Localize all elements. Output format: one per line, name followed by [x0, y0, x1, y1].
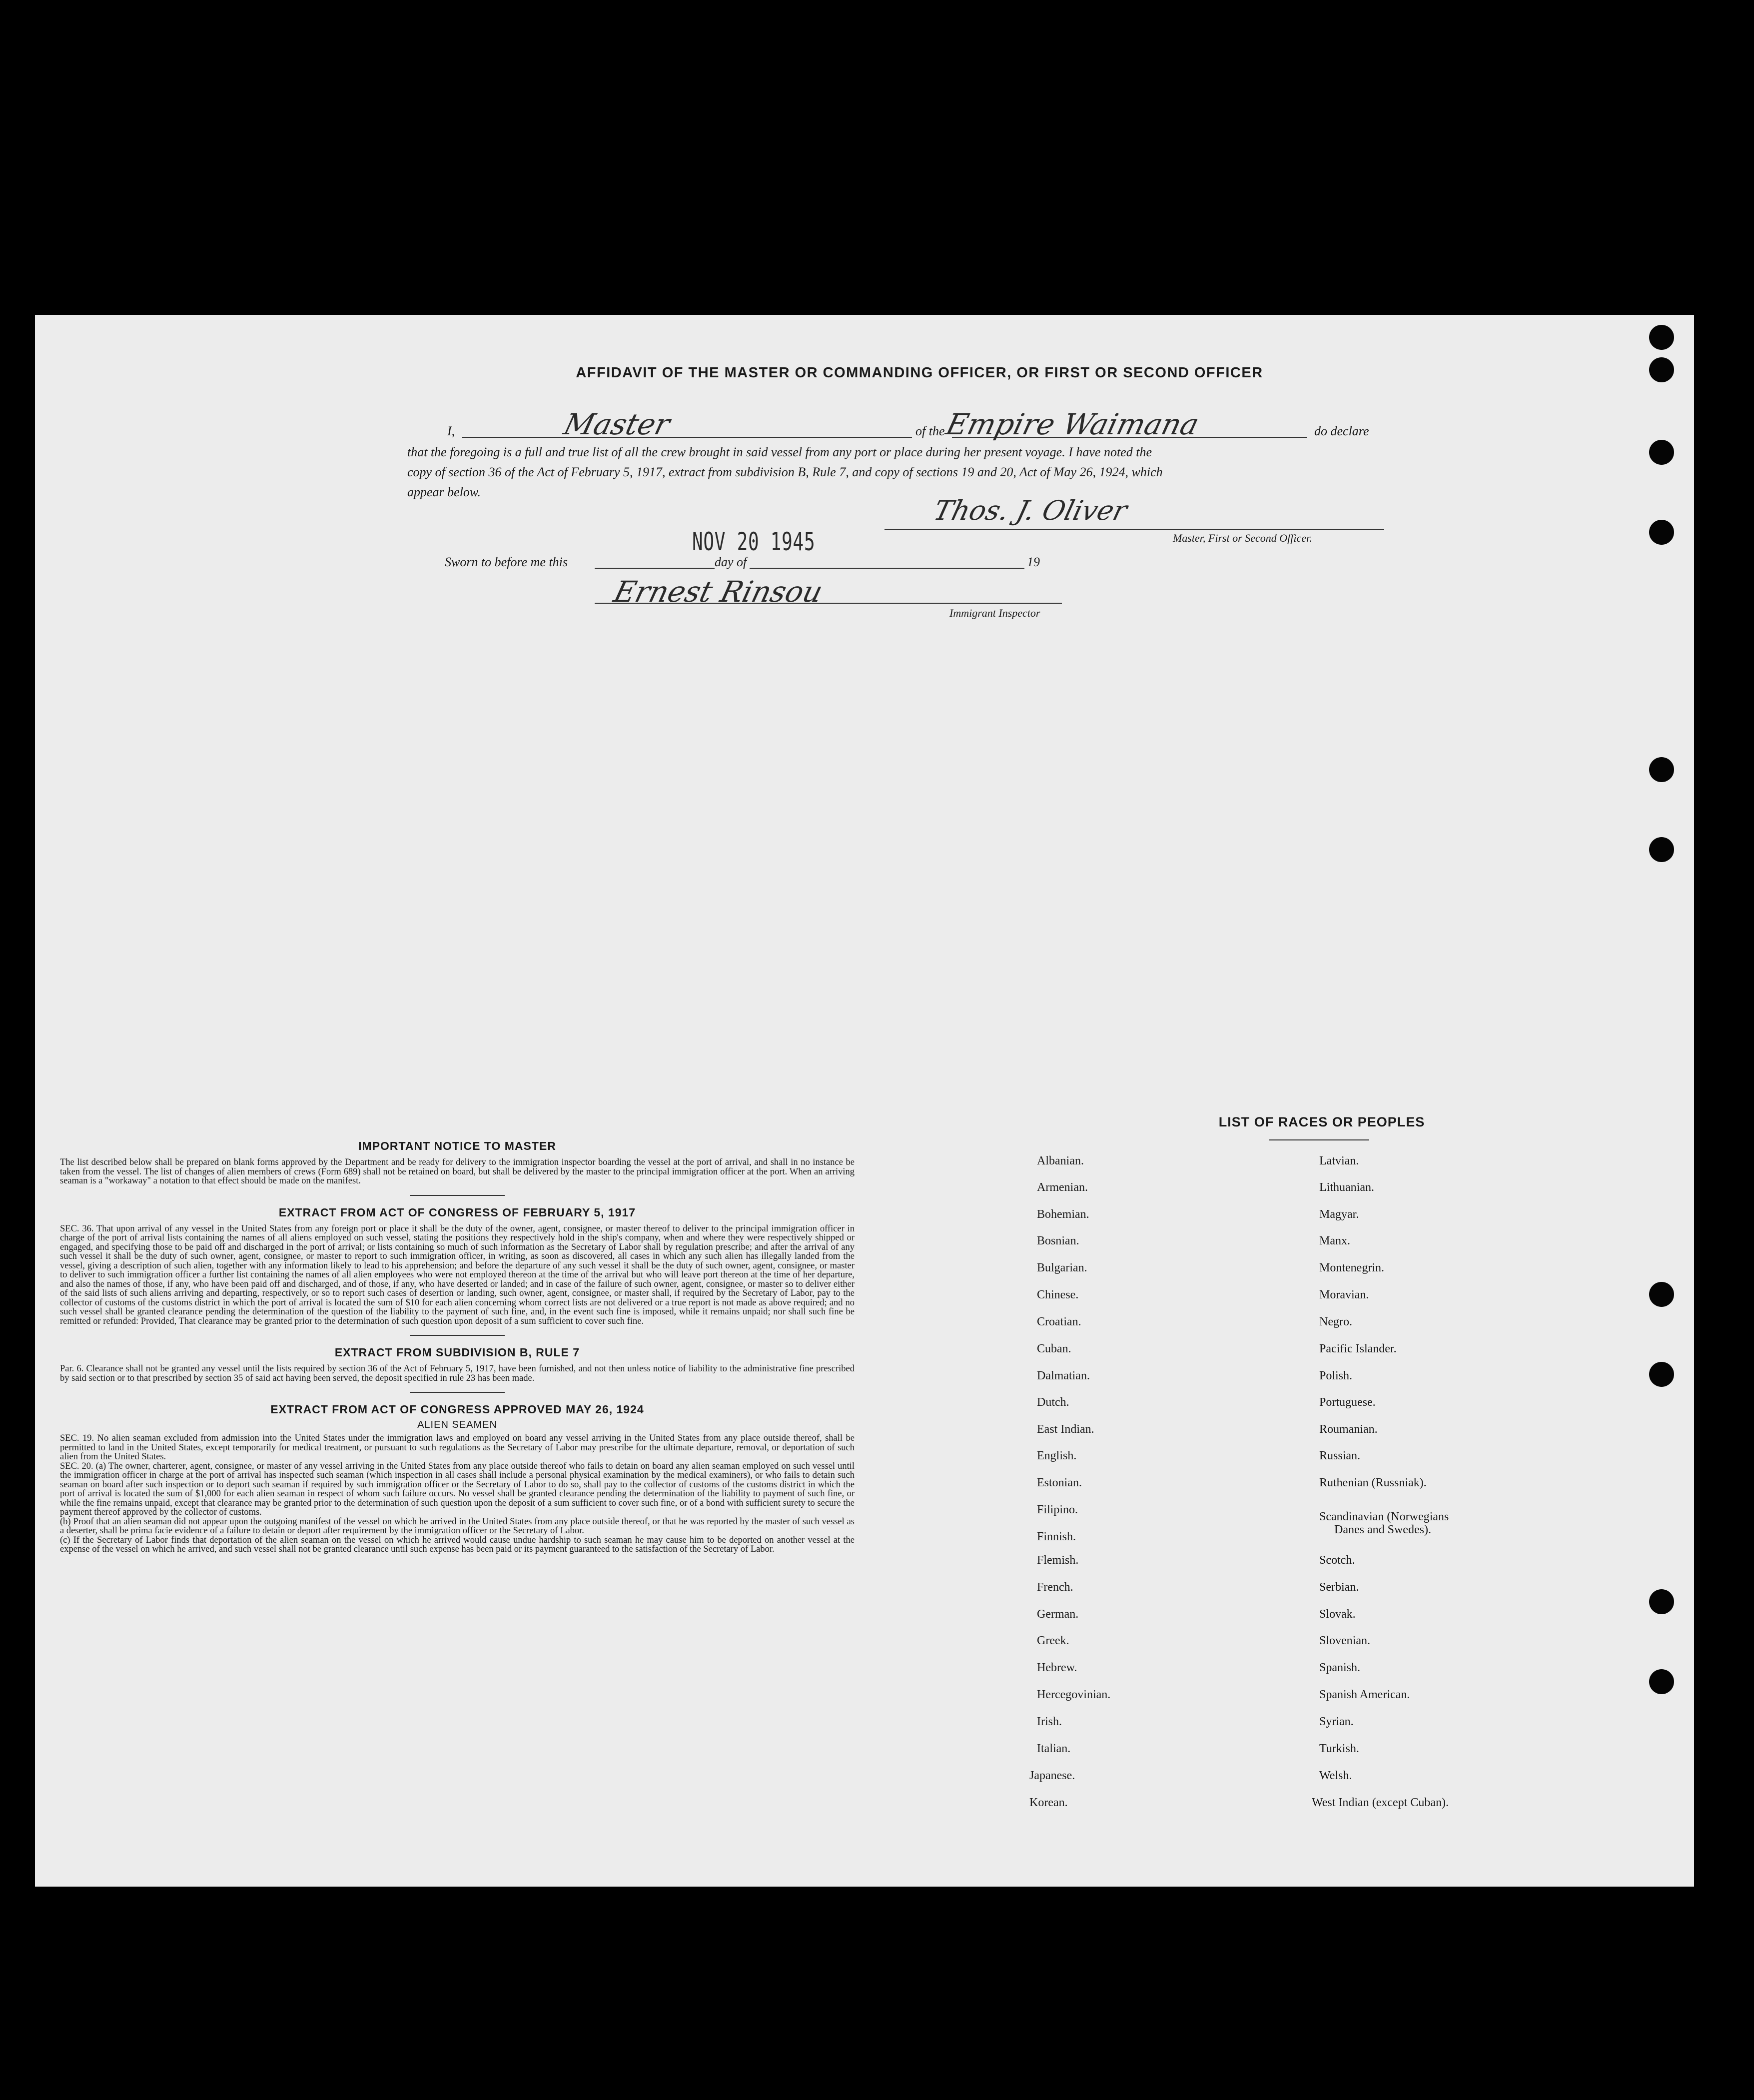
divider [1269, 1139, 1369, 1140]
act-1924-subheading: ALIEN SEAMEN [417, 1419, 497, 1430]
do-declare-label: do declare [1314, 424, 1369, 438]
act-1924-heading: EXTRACT FROM ACT OF CONGRESS APPROVED MAY 26, 1924 [270, 1403, 644, 1416]
race-item: Latvian. [1319, 1154, 1359, 1167]
race-item: Estonian. [1037, 1476, 1082, 1489]
race-item: Manx. [1319, 1234, 1350, 1247]
i-label: I, [447, 424, 455, 438]
rule-7-text: Par. 6. Clearance shall not be granted any vessel until the lists required by section 36 of the Act of February 5, 1917, have been furnished, and not then unless notice of liability to the administrative fine prescribed by said section or to that prescribed by section 35 of said act having been served, the deposit specified in rule 23 has been made. [60, 1364, 855, 1383]
affidavit-line-2: that the foregoing is a full and true list of all the crew brought in said vessel from any port or place during her present voyage. I have noted the [407, 445, 1152, 459]
sworn-month-line [750, 568, 1024, 569]
race-item: Moravian. [1319, 1288, 1369, 1301]
race-item: Dalmatian. [1037, 1369, 1090, 1382]
sworn-day-line [595, 568, 715, 569]
race-item: Roumanian. [1319, 1423, 1378, 1436]
legal-notices [60, 1139, 855, 1554]
race-item: Polish. [1319, 1369, 1353, 1382]
punch-hole [1649, 1669, 1674, 1694]
race-item: Japanese. [1029, 1769, 1075, 1782]
race-item: Spanish American. [1319, 1688, 1410, 1701]
race-item: Italian. [1037, 1742, 1071, 1755]
form-page [35, 315, 1694, 1887]
race-item: West Indian (except Cuban). [1312, 1796, 1449, 1809]
race-item: East Indian. [1037, 1423, 1094, 1436]
punch-hole [1649, 1282, 1674, 1307]
race-item: Flemish. [1037, 1554, 1079, 1567]
race-item: Montenegrin. [1319, 1261, 1384, 1274]
race-item: Spanish. [1319, 1661, 1361, 1674]
race-item: Armenian. [1037, 1181, 1088, 1194]
race-item: Ruthenian (Russniak). [1319, 1476, 1427, 1489]
affidavit-line-3: copy of section 36 of the Act of February 5, 1917, extract from subdivision B, Rule 7, and copy of sections 19 and 20, Act of May 26, 1924, which [407, 465, 1163, 479]
act-1917-text: SEC. 36. That upon arrival of any vessel in the United States from any foreign port or place it shall be the duty of the owner, agent, consignee, or master thereof to deliver to the principal immigration officer in charge of the port of arrival lists containing the names of all aliens employed on such vessel, stating the positions they respectively hold in the ship's company, when and where they were respectively shipped or engaged, and specifying those to be paid off and discharged in the port of arrival; or lists containing so much of such information as the Secretary of Labor shall by regulation prescribe; and after the arrival of any such vessel it shall be the duty of such owner, agent, consignee, or master to report to such immigration officer, in writing, as soon as discovered, all cases in which any such alien has illegally landed from the vessel, giving a description of such alien, together with any information likely to lead to his apprehension; and before the departure of any such vessel it shall be the duty of such owner, agent, consignee, or master to deliver to such immigration officer a further list containing the names of all alien employees who were not employed thereon at the time of the arrival but who will leave port thereon at the time of her departure, and also the names of those, if any, who have been paid off and discharged, and of those, if any, who have deserted or landed; and in case of the failure of such owner, agent, consignee, or master so to deliver either of the said lists of such aliens arriving and departing, respectively, or so to report such cases of desertion or landing, such owner, agent, consignee, or master shall, if required by the Secretary of Labor, pay to the collector of customs of the customs district in which the port of arrival is located the sum of $10 for each alien concerning whom correct lists are not delivered or a true report is not made as above required; and no such vessel shall be granted clearance pending the determination of the question of the liability to the payment of such fine, and, in the event such fine is imposed, while it remains unpaid; nor shall such fine be remitted or refunded: Provided, That clearance may be granted prior to the determination of such question upon deposit of a sum sufficient to cover such fine. [60, 1223, 855, 1326]
master-handwritten: Master [560, 407, 674, 441]
affidavit-line-4: appear below. [407, 485, 481, 499]
race-item: Chinese. [1037, 1288, 1079, 1301]
race-item: Finnish. [1037, 1530, 1076, 1543]
day-of-label: day of [715, 555, 747, 569]
race-item: English. [1037, 1449, 1077, 1462]
sworn-label: Sworn to before me this [445, 555, 568, 569]
punch-hole [1649, 325, 1674, 350]
race-item: Scandinavian (Norwegians [1319, 1510, 1449, 1523]
affidavit-title: AFFIDAVIT OF THE MASTER OR COMMANDING OFFICER, OR FIRST OR SECOND OFFICER [576, 365, 1263, 381]
race-item: Scotch. [1319, 1554, 1355, 1567]
vessel-handwritten: Empire Waimana [942, 407, 1203, 441]
race-item: Turkish. [1319, 1742, 1359, 1755]
sec-20c-text: (c) If the Secretary of Labor finds that deportation of the alien seaman on the vessel on which he arrived would cause undue hardship to such seaman he may cause him to be deported on another vessel at the expense of the vessel on which he arrived, and such vessel shall not be granted clearance until such expense has been paid or its payment guaranteed to the satisfaction of the Secretary of Labor. [60, 1535, 855, 1554]
notice-heading: IMPORTANT NOTICE TO MASTER [358, 1139, 556, 1152]
races-title: LIST OF RACES OR PEOPLES [1218, 1114, 1425, 1129]
divider [410, 1195, 505, 1196]
punch-hole [1649, 440, 1674, 465]
year-prefix: 19 [1027, 555, 1040, 569]
race-item: Filipino. [1037, 1503, 1078, 1516]
race-item: Albanian. [1037, 1154, 1084, 1167]
inspector-line [595, 603, 1062, 604]
race-item: Russian. [1319, 1449, 1361, 1462]
race-item: Bohemian. [1037, 1208, 1089, 1221]
punch-hole [1649, 757, 1674, 782]
sec-20a-text: SEC. 20. (a) The owner, charterer, agent, consignee, or master of any vessel arriving in the United States from any place outside thereof who fails to detain on board any alien seaman employed on such vessel until the immigration officer in charge at the port of arrival has inspected such seaman (which inspection in all cases shall include a personal physical examination by the medical examiners), or who fails to detain such seaman on board after such inspection or to deport such seaman if required by such immigration officer or the Secretary of Labor to do so, shall pay to the collector of customs of the customs district in which the port of arrival is located the sum of $1,000 for each alien seaman in respect of whom such failure occurs. No vessel shall be granted clearance pending the determination of the liability to payment of such fine, or while the fine remains unpaid, except that clearance may be granted prior to the determination of such question upon the deposit of a sum sufficient to cover such fine, or of a bond with sufficient surety to secure the payment thereof approved by the collector of customs. [60, 1461, 855, 1517]
punch-hole [1649, 1362, 1674, 1387]
race-item: Pacific Islander. [1319, 1342, 1397, 1355]
rule-7-heading: EXTRACT FROM SUBDIVISION B, RULE 7 [334, 1346, 580, 1359]
race-item: Irish. [1037, 1715, 1062, 1728]
punch-hole [1649, 837, 1674, 862]
race-item: Korean. [1029, 1796, 1068, 1809]
sec-19-text: SEC. 19. No alien seaman excluded from admission into the United States under the immigration laws and employed on board any vessel arriving in the United States from any place outside thereof, shall be permitted to land in the United States, except temporarily for medical treatment, or pursuant to such regulations as the Secretary of Labor may prescribe for the ultimate departure, removal, or deportation of such alien from the United States. [60, 1433, 855, 1462]
race-item: Danes and Swedes). [1334, 1523, 1431, 1536]
master-signature: Thos. J. Oliver [930, 495, 1131, 526]
race-item: Slovenian. [1319, 1634, 1370, 1647]
race-item: Croatian. [1037, 1315, 1081, 1328]
punch-hole [1649, 357, 1674, 382]
race-item: German. [1037, 1608, 1079, 1621]
sec-20b-text: (b) Proof that an alien seaman did not appear upon the outgoing manifest of the vessel on which he arrived in the United States from any place outside thereof, or that he was reported by the master of such vessel as a deserter, shall be prima facie evidence of a failure to detain or deport after requirement by the immigration officer or the Secretary of Labor. [60, 1516, 855, 1536]
master-signature-line [884, 529, 1384, 530]
race-item: Greek. [1037, 1634, 1069, 1647]
punch-hole [1649, 520, 1674, 545]
date-stamp: NOV 20 1945 [692, 527, 816, 556]
divider [410, 1392, 505, 1393]
race-item: Dutch. [1037, 1396, 1069, 1409]
inspector-signature: Ernest Rinsou [610, 575, 827, 609]
race-item: Negro. [1319, 1315, 1352, 1328]
race-item: Bosnian. [1037, 1234, 1079, 1247]
race-item: Lithuanian. [1319, 1181, 1374, 1194]
race-item: Syrian. [1319, 1715, 1354, 1728]
race-item: Hercegovinian. [1037, 1688, 1111, 1701]
race-item: Welsh. [1319, 1769, 1352, 1782]
inspector-caption: Immigrant Inspector [949, 607, 1040, 619]
race-item: Bulgarian. [1037, 1261, 1087, 1274]
race-item: Cuban. [1037, 1342, 1071, 1355]
punch-hole [1649, 1589, 1674, 1614]
act-1917-heading: EXTRACT FROM ACT OF CONGRESS OF FEBRUARY 5, 1917 [278, 1205, 636, 1219]
race-item: Magyar. [1319, 1208, 1359, 1221]
of-the-label: of the [915, 424, 945, 438]
master-line [462, 437, 912, 438]
race-item: Slovak. [1319, 1608, 1356, 1621]
master-caption: Master, First or Second Officer. [1173, 532, 1312, 544]
race-item: French. [1037, 1581, 1073, 1594]
race-item: Hebrew. [1037, 1661, 1077, 1674]
notice-text: The list described below shall be prepared on blank forms approved by the Department and be ready for delivery to the immigration inspector boarding the vessel at the port of arrival, and shall in no instance be taken from the vessel. The list of changes of alien members of crews (Form 689) shall not be retained on board, but shall be delivered by the master to the principal immigration officer at the port. When an arriving seaman is a "workaway" a notation to that effect should be made on the manifest. [60, 1157, 855, 1186]
divider [410, 1335, 505, 1336]
race-item: Portuguese. [1319, 1396, 1376, 1409]
race-item: Serbian. [1319, 1581, 1359, 1594]
